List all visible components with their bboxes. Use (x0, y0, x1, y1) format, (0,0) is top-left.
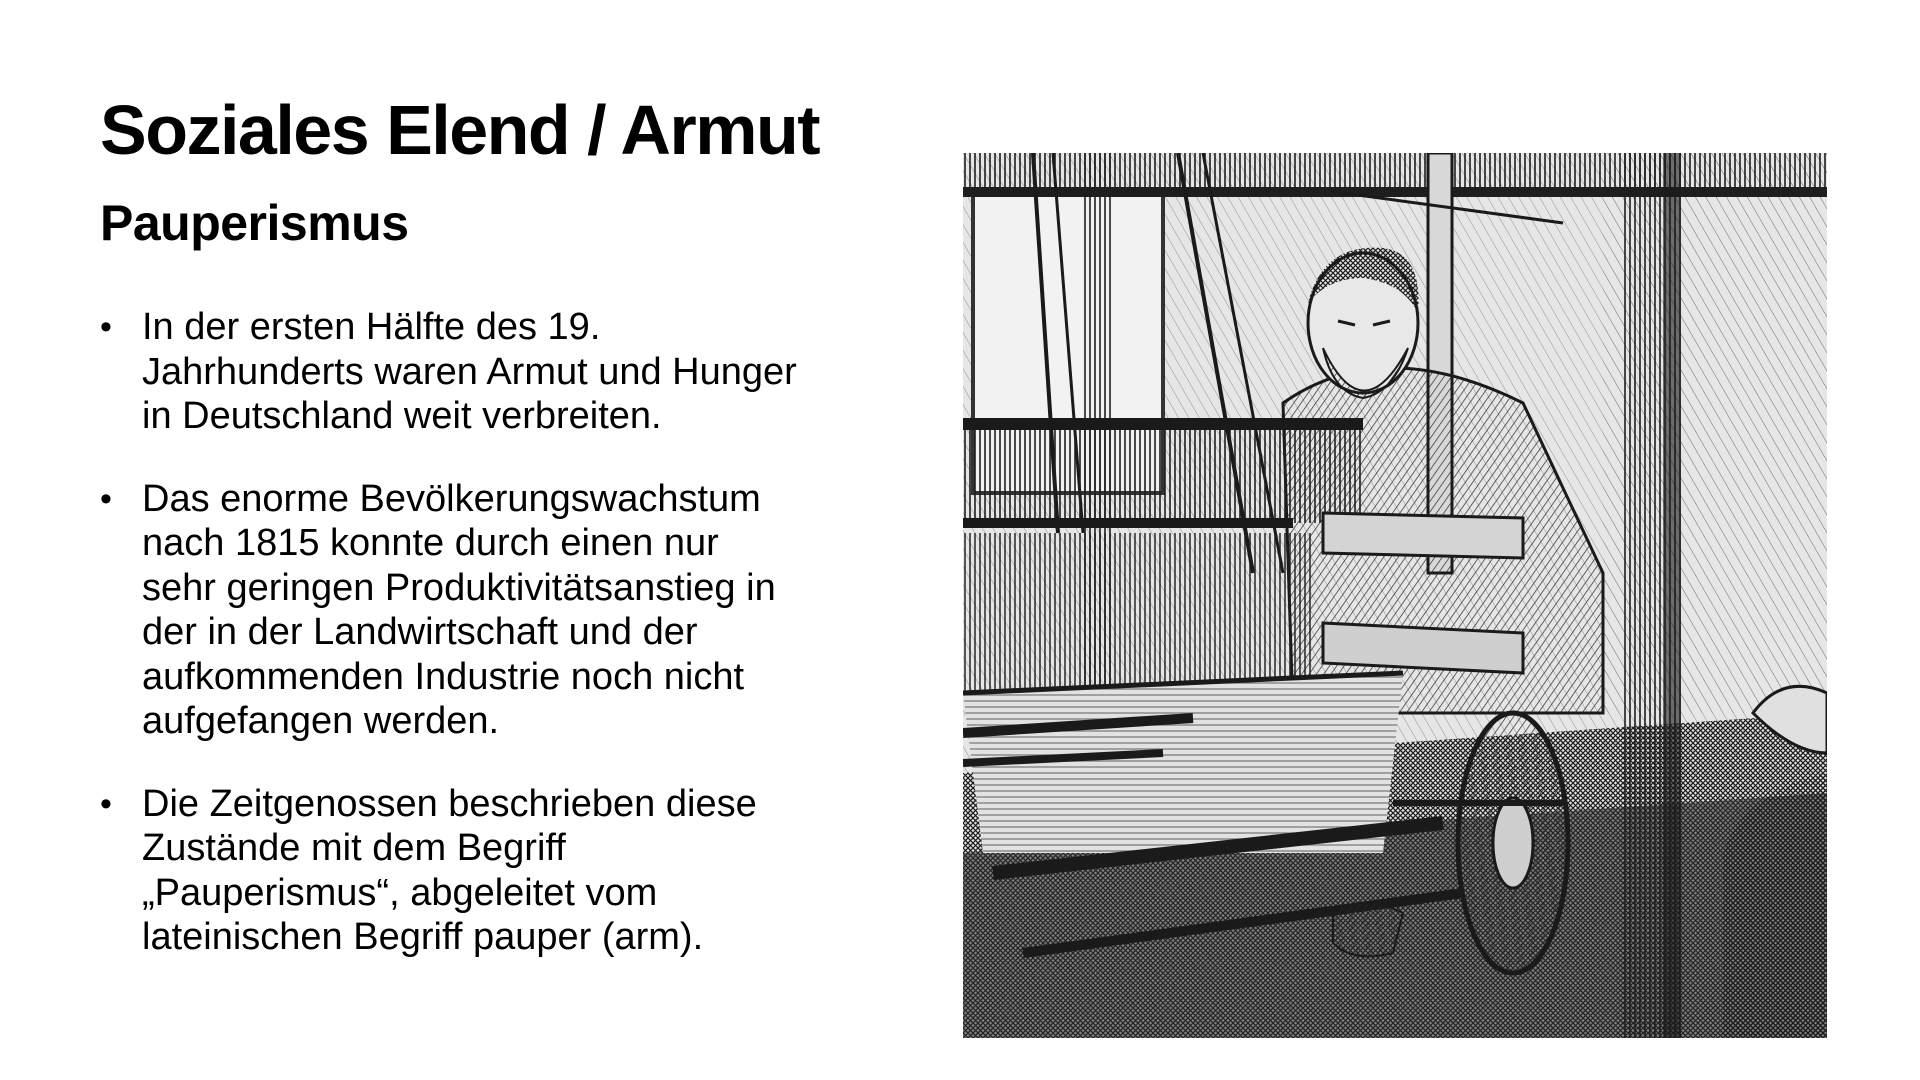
weaver-loom-illustration (963, 153, 1827, 1038)
bullet-list (100, 305, 900, 998)
bullet-line: In der ersten Hälfte des 19. (142, 306, 601, 348)
bullet-line: lateinischen Begriff pauper (arm). (142, 916, 704, 958)
bullet-dot: • (100, 479, 112, 518)
bullet-line: sehr geringen Produktivitätsanstieg in (142, 566, 776, 609)
bullet-line: nach 1815 konnte durch einen nur (142, 522, 719, 564)
bullet-dot: • (100, 308, 112, 346)
bullet-line: der in der Landwirtschaft und der (142, 611, 698, 653)
bullet-line: „Pauperismus“, abgeleitet vom (142, 871, 658, 914)
bullet-dot: • (100, 784, 112, 823)
engraving-svg (963, 153, 1827, 1038)
bullet-item (100, 305, 900, 439)
bullet-item (100, 782, 900, 960)
bullet-line: in Deutschland weit verbreiten. (142, 395, 662, 437)
bullet-item (100, 477, 900, 744)
bullet-line: aufgefangen werden. (142, 700, 500, 742)
bullet-line: Jahrhunderts waren Armut und Hunger (142, 350, 797, 393)
bullet-line: Zustände mit dem Begriff (142, 827, 566, 869)
slide-subtitle: Pauperismus (100, 195, 409, 251)
bullet-line: Das enorme Bevölkerungswachstum (142, 477, 761, 520)
bullet-line: aufkommenden Industrie noch nicht (142, 655, 745, 698)
slide-title: Soziales Elend / Armut (100, 91, 820, 169)
bullet-line: Die Zeitgenossen beschrieben diese (142, 782, 757, 825)
